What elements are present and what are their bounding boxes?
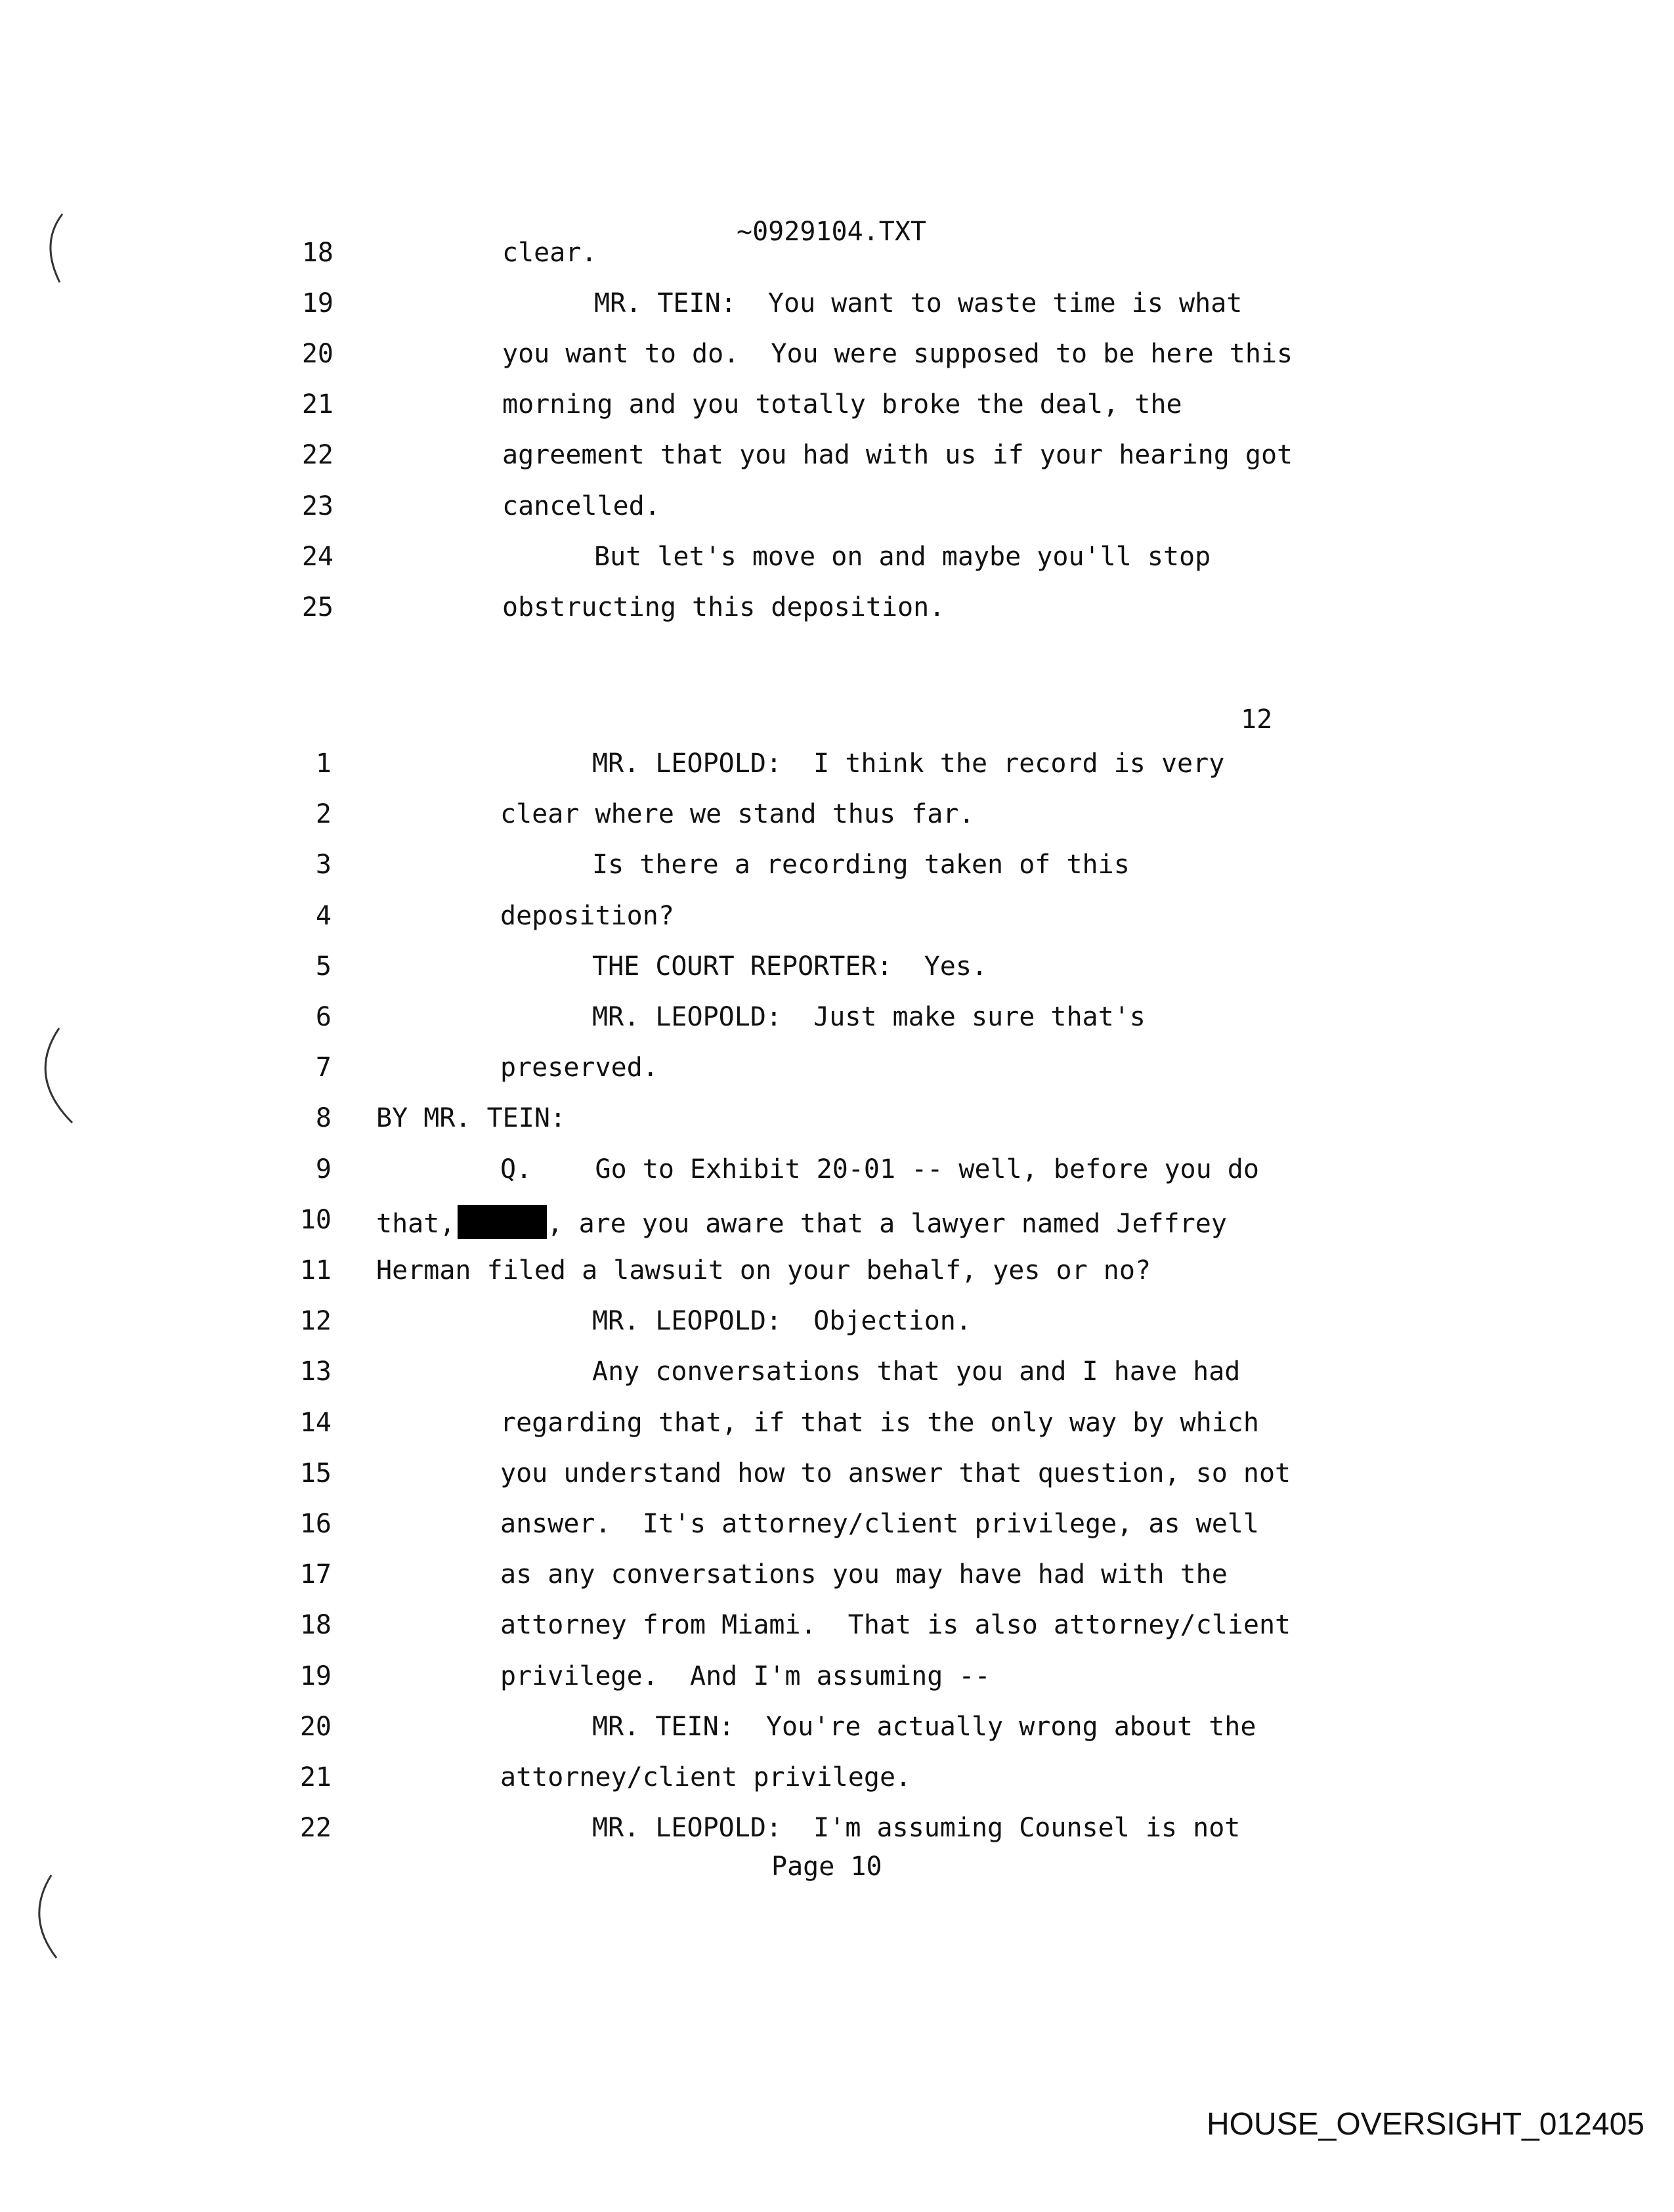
line-number: 21 xyxy=(301,389,333,420)
transcript-line xyxy=(0,491,1674,531)
line-number: 24 xyxy=(301,541,333,572)
transcript-line xyxy=(0,440,1674,479)
hole-punch-mark-bottom xyxy=(25,1871,71,1963)
line-number: 22 xyxy=(301,440,333,471)
transcript-line xyxy=(0,901,1674,940)
line-text: MR. TEIN: You're actually wrong about the xyxy=(592,1711,1256,1742)
line-text: attorney/client privilege. xyxy=(500,1762,912,1792)
line-text: regarding that, if that is the only way by which xyxy=(500,1407,1259,1438)
transcript-line xyxy=(0,1559,1674,1599)
line-text: you understand how to answer that question, so not xyxy=(500,1458,1291,1488)
transcript-line xyxy=(0,748,1674,788)
line-text: answer. It's attorney/client privilege, as well xyxy=(500,1509,1259,1539)
line-number: 4 xyxy=(315,900,332,931)
line-text: But let's move on and maybe you'll stop xyxy=(594,541,1211,572)
line-number: 23 xyxy=(301,490,333,521)
line-text: attorney from Miami. That is also attorney/client xyxy=(500,1610,1291,1641)
redaction-box xyxy=(458,1205,547,1239)
line-text: cancelled. xyxy=(502,490,660,521)
line-text: agreement that you had with us if your hearing got xyxy=(502,440,1293,471)
transcript-line xyxy=(0,1408,1674,1447)
line-text-before-redaction: that, xyxy=(376,1208,456,1239)
transcript-line xyxy=(0,850,1674,889)
transcript-line xyxy=(0,1458,1674,1498)
line-number: 9 xyxy=(315,1154,332,1184)
transcript-line xyxy=(0,1813,1674,1852)
line-number: 15 xyxy=(299,1458,332,1488)
transcript-page-number: 12 xyxy=(1241,705,1273,735)
line-number: 3 xyxy=(315,850,332,880)
line-text: THE COURT REPORTER: Yes. xyxy=(592,951,988,982)
line-text: clear. xyxy=(502,238,597,268)
bates-number: HOUSE_OVERSIGHT_012405 xyxy=(1207,2107,1644,2142)
line-text: obstructing this deposition. xyxy=(502,592,945,622)
line-number: 8 xyxy=(315,1103,332,1134)
line-number: 12 xyxy=(299,1306,332,1337)
line-number: 1 xyxy=(315,748,332,779)
line-text: MR. TEIN: You want to waste time is what xyxy=(594,288,1243,319)
line-number: 20 xyxy=(299,1711,332,1742)
transcript-line xyxy=(0,238,1674,277)
line-number: 5 xyxy=(315,951,332,982)
line-number: 7 xyxy=(315,1052,332,1083)
transcript-line xyxy=(0,1712,1674,1751)
line-text: MR. LEOPOLD: Just make sure that's xyxy=(592,1002,1146,1032)
line-text: MR. LEOPOLD: Objection. xyxy=(592,1306,972,1337)
transcript-line xyxy=(0,1154,1674,1194)
transcript-line xyxy=(0,1255,1674,1295)
line-number: 14 xyxy=(299,1407,332,1438)
line-number: 19 xyxy=(299,1660,332,1691)
line-number: 6 xyxy=(315,1002,332,1032)
line-text: preserved. xyxy=(500,1052,658,1083)
line-text: deposition? xyxy=(500,900,674,931)
transcript-line xyxy=(0,1356,1674,1396)
line-text: morning and you totally broke the deal, the xyxy=(502,389,1182,420)
line-text: MR. LEOPOLD: I'm assuming Counsel is not xyxy=(592,1813,1241,1844)
transcript-line xyxy=(0,389,1674,429)
transcript-line xyxy=(0,1205,1674,1244)
line-text: Herman filed a lawsuit on your behalf, yes or no? xyxy=(376,1255,1151,1286)
transcript-line xyxy=(0,1661,1674,1701)
transcript-line xyxy=(0,1052,1674,1092)
transcript-line xyxy=(0,1002,1674,1041)
line-number: 10 xyxy=(299,1204,332,1235)
line-text: Q. Go to Exhibit 20-01 -- well, before you do xyxy=(500,1154,1259,1184)
transcript-line xyxy=(0,592,1674,632)
line-number: 22 xyxy=(299,1813,332,1844)
line-text xyxy=(376,1205,1227,1239)
line-number: 17 xyxy=(299,1559,332,1590)
transcript-line xyxy=(0,799,1674,838)
transcript-line xyxy=(0,1509,1674,1548)
transcript-line xyxy=(0,542,1674,581)
transcript-line xyxy=(0,1762,1674,1802)
line-number: 2 xyxy=(315,799,332,830)
line-number: 21 xyxy=(299,1762,332,1792)
transcript-line xyxy=(0,288,1674,328)
line-text: as any conversations you may have had with the xyxy=(500,1559,1228,1590)
transcript-line xyxy=(0,1306,1674,1345)
line-number: 18 xyxy=(299,1610,332,1641)
line-number: 18 xyxy=(301,238,333,268)
transcript-line xyxy=(0,951,1674,991)
line-text: Any conversations that you and I have had xyxy=(592,1356,1241,1387)
file-header: ~0929104.TXT xyxy=(737,217,926,247)
transcript-line xyxy=(0,1610,1674,1649)
line-text: BY MR. TEIN: xyxy=(376,1103,566,1134)
line-number: 16 xyxy=(299,1509,332,1539)
transcript-line xyxy=(0,1103,1674,1142)
line-text: Is there a recording taken of this xyxy=(592,850,1130,880)
line-text: MR. LEOPOLD: I think the record is very xyxy=(592,748,1225,779)
line-text-after-redaction: , are you aware that a lawyer named Jeffrey xyxy=(547,1208,1227,1239)
line-text: clear where we stand thus far. xyxy=(500,799,975,830)
line-number: 13 xyxy=(299,1356,332,1387)
line-number: 19 xyxy=(301,288,333,319)
line-number: 20 xyxy=(301,339,333,370)
line-number: 11 xyxy=(299,1255,332,1286)
line-text: privilege. And I'm assuming -- xyxy=(500,1660,991,1691)
transcript-line xyxy=(0,339,1674,378)
page-label: Page 10 xyxy=(771,1852,882,1882)
line-number: 25 xyxy=(301,592,333,622)
line-text: you want to do. You were supposed to be here this xyxy=(502,339,1293,370)
